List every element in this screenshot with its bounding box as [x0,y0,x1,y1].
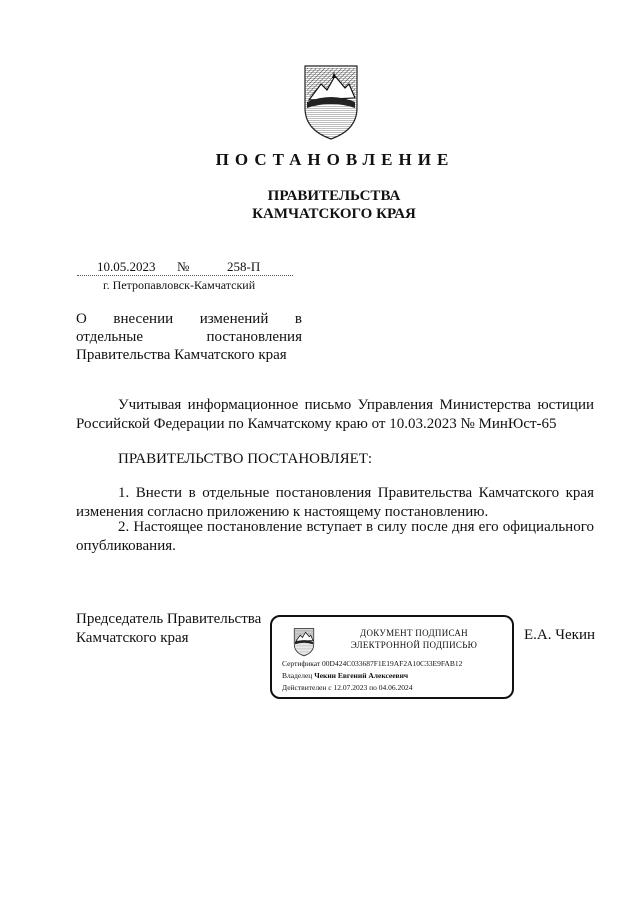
item-2: 2. Настоящее постановление вступает в силу после дня его официального опубликования. [76,519,594,554]
signer-name: Е.А. Чекин [524,627,595,643]
stamp-owner: Чекин Евгений Алексеевич [314,671,409,680]
kamchatka-coat-of-arms-icon [292,627,316,657]
stamp-owner-label: Владелец [282,671,313,680]
issuer-line-1: ПРАВИТЕЛЬСТВА [267,188,401,204]
stamp-owner-row [282,671,408,680]
signer-position-line-2: Камчатского края [76,630,189,646]
stamp-title-line-2: ЭЛЕКТРОННОЙ ПОДПИСЬЮ [350,640,478,650]
city: г. Петропавловск-Камчатский [103,278,256,292]
document-subject [76,310,302,364]
number-sign: № [177,259,190,274]
document-number: 258-П [227,259,261,274]
signer-position-line-1: Председатель Правительства [76,611,262,627]
item-1: 1. Внести в отдельные постановления Правительства Камчатского края изменения согласно приложению к настоящему постановлению. [76,485,594,520]
stamp-title-line-1: ДОКУМЕНТ ПОДПИСАН [360,628,468,638]
preamble: Учитывая информационное письмо Управления Министерства юстиции Российской Федерации по Камчатскому краю от 10.03.2023 № МинЮст-65 [76,397,594,432]
kamchatka-coat-of-arms-icon [301,62,361,142]
registration-line [77,259,293,276]
resolution-heading: ПРАВИТЕЛЬСТВО ПОСТАНОВЛЯЕТ: [118,451,373,467]
stamp-title [324,627,504,651]
electronic-signature-stamp [270,615,514,699]
document-type: ПОСТАНОВЛЕНИЕ [215,150,455,169]
signer-position [76,610,261,648]
issuer-line-2: КАМЧАТСКОГО КРАЯ [252,206,416,222]
stamp-validity: Действителен с 12.07.2023 по 04.06.2024 [282,683,413,692]
subject-line-1: О внесении изменений в [76,311,302,327]
stamp-certificate: Сертификат 00D424C033687F1E19AF2A10C33E9FAB12 [282,659,463,668]
subject-line-2: отдельные постановления [76,329,302,345]
document-date: 10.05.2023 [97,259,156,274]
subject-line-3: Правительства Камчатского края [76,347,287,363]
